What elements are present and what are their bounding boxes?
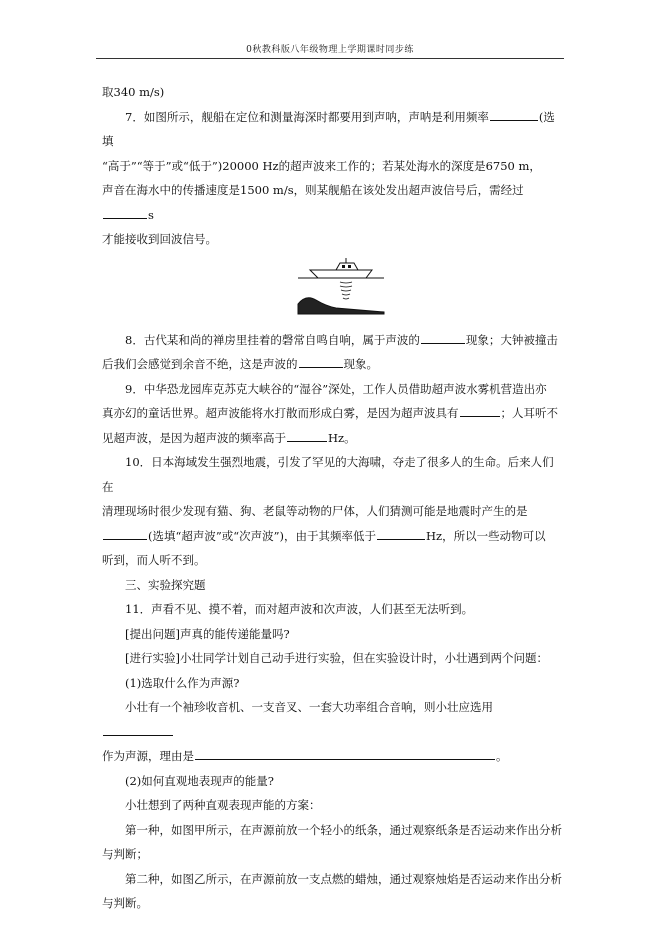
question-11-line — [102, 744, 562, 769]
page-header-title: 0秋教科版八年级物理上学期课时同步练 — [246, 45, 414, 55]
text-segment: 9．中华恐龙园库克苏克大峡谷的“湿谷”深处，工作人员借助超声波水雾机营造出亦 — [125, 381, 547, 396]
text-segment: 现象。 — [343, 357, 378, 371]
text-segment: 与判断。 — [102, 896, 148, 910]
question-11-line — [102, 842, 562, 867]
text-segment: 。 — [496, 749, 508, 763]
text-segment: 作为声源，理由是 — [102, 749, 194, 763]
text-segment: 三、实验探究题 — [125, 577, 206, 592]
question-11-line — [102, 769, 562, 794]
text-segment: (1)选取什么作为声源? — [125, 675, 240, 690]
sonar-ship-icon — [296, 256, 386, 316]
question-11-line — [102, 671, 562, 696]
question-7-line — [102, 105, 562, 154]
question-11-line — [102, 793, 562, 818]
answer-blank[interactable] — [103, 526, 147, 540]
question-8-line — [102, 328, 562, 353]
question-11-line — [102, 622, 562, 647]
answer-blank[interactable] — [287, 428, 327, 442]
question-10-line — [102, 499, 562, 524]
text-segment: 真亦幻的童话世界。超声波能将水打散而形成白雾，是因为超声波具有 — [102, 406, 459, 420]
text-segment: 才能接收到回波信号。 — [102, 232, 217, 246]
question-11-line — [102, 867, 562, 892]
text-segment: “高于”“等于”或“低于”)20000 Hz的超声波来工作的；若某处海水的深度是6750 m， — [102, 158, 541, 173]
question-8-line — [102, 352, 562, 377]
answer-blank[interactable] — [421, 330, 465, 344]
section-heading — [102, 573, 562, 598]
text-line — [102, 80, 562, 105]
question-10-line — [102, 548, 562, 573]
document-body — [102, 80, 562, 916]
text-segment: 现象；大钟被撞击 — [465, 332, 558, 347]
text-segment: [提出问题]声真的能传递能量吗? — [125, 626, 290, 641]
header-divider — [96, 58, 564, 59]
text-segment: Hz，所以一些动物可以 — [426, 528, 546, 543]
question-11-line — [102, 891, 562, 916]
question-7-line — [102, 227, 562, 252]
answer-blank[interactable] — [195, 746, 495, 760]
text-segment: 7．如图所示，舰船在定位和测量海深时都要用到声呐，声呐是利用频率 — [125, 109, 489, 124]
text-segment: 8．古代某和尚的禅房里挂着的磬常自鸣自响，属于声波的 — [125, 332, 420, 347]
question-9-line — [102, 401, 562, 426]
text-segment: 第二种，如图乙所示，在声源前放一支点燃的蜡烛，通过观察烛焰是否运动来作出分析 — [125, 871, 562, 886]
sonar-ship-figure — [102, 256, 562, 322]
text-segment: [进行实验]小壮同学计划自己动手进行实验，但在实验设计时，小壮遇到两个问题： — [125, 651, 548, 665]
text-segment: 听到，而人听不到。 — [102, 553, 206, 567]
answer-blank[interactable] — [460, 403, 500, 417]
text-segment: 小壮有一个袖珍收音机、一支音叉、一套大功率组合音响，则小壮应选用 — [125, 700, 493, 714]
text-segment: ；人耳听不 — [500, 406, 558, 420]
text-segment: 清理现场时很少发现有猫、狗、老鼠等动物的尸体，人们猜测可能是地震时产生的是 — [102, 504, 528, 518]
question-7-line — [102, 178, 562, 227]
text-segment: 与判断； — [102, 847, 148, 861]
answer-blank[interactable] — [103, 722, 173, 736]
question-10-line — [102, 524, 562, 549]
answer-blank[interactable] — [377, 526, 425, 540]
answer-blank[interactable] — [490, 107, 538, 121]
text-segment: Hz。 — [328, 430, 356, 445]
text-segment: (选填 — [102, 109, 555, 148]
text-segment: 10．日本海域发生强烈地震，引发了罕见的大海啸，夺走了很多人的生命。后来人们在 — [102, 455, 554, 494]
text-segment: 小壮想到了两种直观表现声能的方案： — [125, 798, 321, 812]
text-segment: (选填“超声波”或“次声波”)，由于其频率低于 — [148, 528, 376, 543]
text-segment: 声音在海水中的传播速度是1500 m/s，则某舰船在该处发出超声波信号后，需经过 — [102, 183, 524, 197]
question-7-line — [102, 154, 562, 179]
text-segment: s — [148, 207, 154, 222]
answer-blank[interactable] — [299, 354, 343, 368]
answer-blank[interactable] — [103, 205, 147, 219]
question-9-line — [102, 377, 562, 402]
question-11-line — [102, 646, 562, 671]
text-segment: 见超声波，是因为超声波的频率高于 — [102, 430, 286, 445]
question-11-line — [102, 695, 562, 744]
text-segment: 后我们会感觉到余音不绝，这是声波的 — [102, 357, 298, 371]
text-segment: (2)如何直观地表现声的能量? — [125, 773, 274, 788]
question-11-line — [102, 818, 562, 843]
text-segment: 第一种，如图甲所示，在声源前放一个轻小的纸条，通过观察纸条是否运动来作出分析 — [125, 822, 562, 837]
question-11-line — [102, 597, 562, 622]
question-10-line — [102, 450, 562, 499]
text-segment: 11．声看不见、摸不着，而对超声波和次声波，人们甚至无法听到。 — [125, 602, 474, 616]
text-segment: 取340 m/s) — [102, 85, 165, 99]
question-9-line — [102, 426, 562, 451]
